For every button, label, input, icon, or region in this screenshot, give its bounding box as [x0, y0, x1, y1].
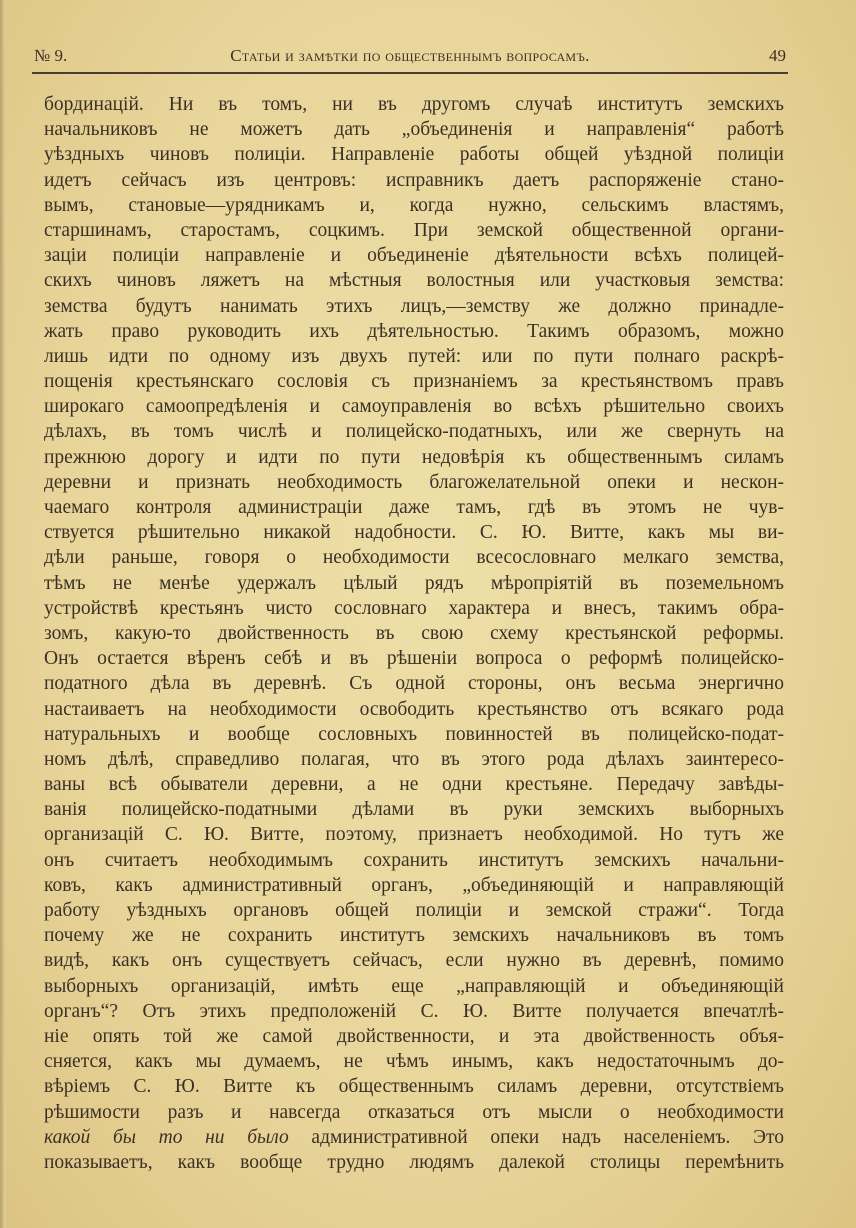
line-text: административной опеки надъ населеніемъ. Это [288, 1126, 784, 1148]
page-edge [0, 0, 6, 1228]
text-line: рѣшимости разъ и навсегда отказаться отъ мысли о необходимости [44, 1101, 784, 1123]
text-line: уѣздныхъ чиновъ полиціи. Направленіе работы общей уѣздной полиціи [44, 144, 784, 166]
text-line: вѣріемъ С. Ю. Витте къ общественнымъ силамъ деревни, отсутствіемъ [44, 1076, 784, 1098]
text-line: почему же не сохранить институтъ земскихъ начальниковъ въ томъ [44, 925, 784, 947]
page-number: 49 [769, 46, 786, 65]
text-line: вымъ, становые—урядникамъ и, когда нужно, сельскимъ властямъ, [44, 194, 784, 216]
text-line: видѣ, какъ онъ существуетъ сейчасъ, если нужно въ деревнѣ, помимо [44, 950, 784, 972]
text-line: лишь идти по одному изъ двухъ путей: или по пути полнаго раскрѣ- [44, 345, 784, 367]
text-line: номъ дѣлѣ, справедливо полагая, что въ этого рода дѣлахъ заинтересо- [44, 748, 784, 770]
text-line: ваны всѣ обыватели деревни, а не одни крестьяне. Передачу завѣды- [44, 774, 784, 796]
text-line: устройствѣ крестьянъ чисто сословнаго характера и внесъ, такимъ обра- [44, 597, 784, 619]
text-line: бординацій. Ни въ томъ, ни въ другомъ случаѣ институтъ земскихъ [44, 94, 784, 115]
header-rule [32, 72, 788, 74]
text-line: организацій С. Ю. Витте, поэтому, признаетъ необходимой. Но тутъ же [44, 824, 784, 846]
text-line: идетъ сейчасъ изъ центровъ: исправникъ даетъ распоряженіе стано- [44, 169, 784, 191]
text-line: земства будутъ нанимать этихъ лицъ,—земству же должно принадле- [44, 295, 784, 317]
italic-phrase: какой бы то ни было [44, 1126, 289, 1148]
text-line: деревни и признать необходимость благожелательной опеки и нескон- [44, 471, 784, 493]
text-line: скихъ чиновъ ляжетъ на мѣстныя волостныя или участковыя земства: [44, 270, 784, 292]
text-line: онъ считаетъ необходимымъ сохранить институтъ земскихъ начальни- [44, 849, 784, 871]
text-line: дѣлахъ, въ томъ числѣ и полицейско-податныхъ, или же свернуть на [44, 421, 784, 443]
text-line: зомъ, какую-то двойственность въ свою схему крестьянской реформы. [44, 622, 784, 644]
text-line: дѣли раньше, говоря о необходимости всесословнаго мелкаго земства, [44, 547, 784, 569]
text-line: ніе опять той же самой двойственности, и эта двойственность объя- [44, 1025, 784, 1047]
text-line: натуральныхъ и вообще сословныхъ повинностей въ полицейско-подат- [44, 723, 784, 745]
text-line: широкаго самоопредѣленія и самоуправленія во всѣхъ рѣшительно своихъ [44, 396, 784, 418]
text-line: органъ“? Отъ этихъ предположеній С. Ю. Витте получается впечатлѣ- [44, 1000, 784, 1022]
running-header [34, 46, 786, 70]
text-line [44, 1125, 784, 1150]
text-line: ванія полицейско-податными дѣлами въ руки земскихъ выборныхъ [44, 799, 784, 821]
text-line: тѣмъ не менѣе удержалъ цѣлый рядъ мѣропріятій въ поземельномъ [44, 572, 784, 594]
text-line: выборныхъ организацій, имѣть еще „направляющій и объединяющій [44, 975, 784, 997]
text-line: ствуется рѣшительно никакой надобности. С. Ю. Витте, какъ мы ви- [44, 522, 784, 544]
text-line: ковъ, какъ административный органъ, „объединяющій и направляющій [44, 874, 784, 896]
running-title: Статьи и замѣтки по общественнымъ вопросамъ. [230, 46, 590, 65]
text-line: заціи полиціи направленіе и объединеніе дѣятельности всѣхъ полицей- [44, 245, 784, 267]
text-line: показываетъ, какъ вообще трудно людямъ далекой столицы перемѣнить [44, 1151, 784, 1173]
text-line: Онъ остается вѣренъ себѣ и въ рѣшеніи вопроса о реформѣ полицейско- [44, 648, 784, 670]
text-line: работу уѣздныхъ органовъ общей полиціи и земской стражи“. Тогда [44, 900, 784, 921]
text-line: прежнюю дорогу и идти по пути недовѣрія къ общественнымъ силамъ [44, 446, 784, 468]
text-line: начальниковъ не можетъ дать „объединенія и направленія“ работѣ [44, 119, 784, 141]
text-line: жать право руководить ихъ дѣятельностью. Такимъ образомъ, можно [44, 320, 784, 342]
text-line: чаемаго контроля администраціи даже тамъ, гдѣ въ этомъ не чув- [44, 497, 784, 518]
issue-number: № 9. [34, 46, 68, 65]
body-text [44, 92, 784, 1175]
text-line: настаиваетъ на необходимости освободить крестьянство отъ всякаго рода [44, 698, 784, 720]
text-line: податного дѣла въ деревнѣ. Съ одной стороны, онъ весьма энергично [44, 673, 784, 695]
text-line: сняется, какъ мы думаемъ, не чѣмъ инымъ, какъ недостаточнымъ до- [44, 1051, 784, 1073]
text-line: старшинамъ, старостамъ, соцкимъ. При земской общественной органи- [44, 219, 784, 241]
text-line: пощенія крестьянскаго сословія съ признаніемъ за крестьянствомъ правъ [44, 371, 784, 393]
